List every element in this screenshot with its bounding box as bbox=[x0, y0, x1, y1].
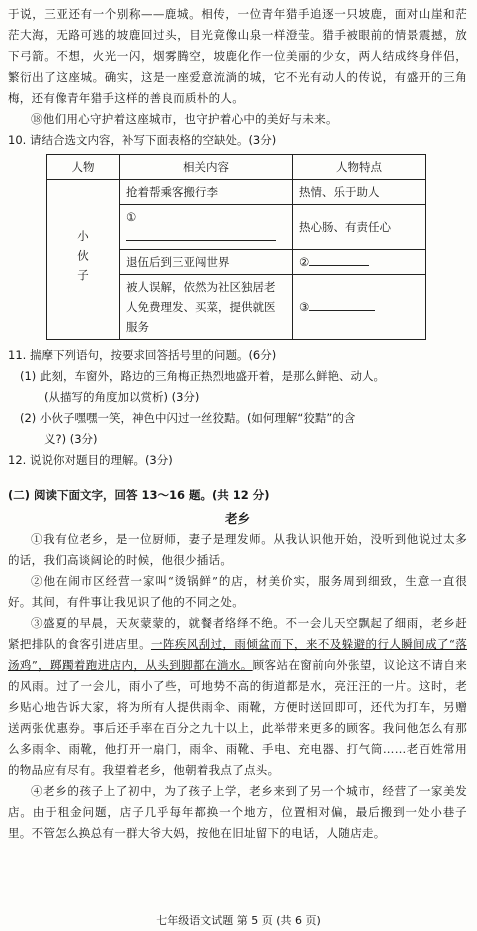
table-header: 人物 bbox=[47, 155, 120, 180]
blank-number: ③ bbox=[299, 300, 310, 314]
answer-table bbox=[46, 154, 426, 340]
question-11-1: (1) 此刻，车窗外，路边的三角梅正热烈地盛开着，是那么鲜艳、动人。 bbox=[20, 369, 385, 383]
story-text: ③盛夏的早晨，天灰蒙蒙的，就餐者络绎不绝。不一会儿天空飘起了细雨，老乡赶紧把排队的食客引进店里。 bbox=[8, 616, 467, 651]
table-row bbox=[47, 180, 426, 205]
blank-number: ② bbox=[299, 255, 310, 269]
content-cell: 抢着帮乘客搬行李 bbox=[120, 180, 293, 205]
question-11: 11. 揣摩下列语句，按要求回答括号里的问题。(6分) bbox=[8, 348, 277, 362]
page-footer: 七年级语文试题 第 5 页 (共 6 页) bbox=[156, 914, 321, 927]
trait-cell: 热情、乐于助人 bbox=[293, 180, 426, 205]
question-11-1-requirement: (从描写的角度加以赏析) (3分) bbox=[44, 390, 200, 404]
blank-number: ① bbox=[126, 210, 137, 224]
trait-cell: 热心肠、有责任心 bbox=[293, 205, 426, 250]
story-paragraph-4: ④老乡的孩子上了初中，为了孩子上学，老乡来到了另一个城市，经营了一家美发店。由于租金问题，店子几乎每年都换一个地方，位置相对偏，最后搬到一处小巷子里。不管怎么换总有一群大爷大妈，按他在旧址留下的电话，人随店走。 bbox=[8, 784, 467, 840]
answer-blank[interactable] bbox=[309, 298, 375, 311]
person-cell: 小伙子 bbox=[47, 180, 120, 340]
trait-cell-blank[interactable] bbox=[293, 275, 426, 340]
content-cell: 被人误解，依然为社区独居老人免费理发、买菜，提供就医服务 bbox=[120, 275, 293, 340]
question-11-2-requirement: 义?) (3分) bbox=[44, 432, 98, 446]
content-cell-blank[interactable] bbox=[120, 205, 293, 250]
table-header-row bbox=[47, 155, 426, 180]
section-heading: (二) 阅读下面文字，回答 13～16 题。(共 12 分) bbox=[8, 488, 270, 502]
table-header: 人物特点 bbox=[293, 155, 426, 180]
underlined-sentence: 一阵疾风刮过，雨倾盆而下，来不及躲避的行人瞬间成了“落汤鸡”，踯躅着跑进店内，从头到脚都在淌水。 bbox=[8, 637, 467, 672]
story-paragraph-1: ①我有位老乡，是一位厨师，妻子是理发师。从我认识他开始，没听到他说过太多的话，我们高谈阔论的时候，他很少插话。 bbox=[8, 532, 467, 567]
passage-paragraph-18: ⑱他们用心守护着这座城市，也守护着心中的美好与未来。 bbox=[31, 112, 338, 126]
story-title: 老乡 bbox=[224, 511, 250, 526]
story-text: 顾客站在窗前向外张望，议论这不请自来的风雨。过了一会儿，雨小了些，可地势不高的街道都是水，亮汪汪的一片。这时，老乡贴心地告诉大家，将为所有人提供雨伞、雨靴，方便时送回即可，还代为打车，另赠送两张优惠券。事后还手率在百分之九十以上，此举带来更多的顾客。我问他怎么有那么多雨伞、雨靴，他打开一扇门，雨伞、雨靴、手电、充电器、打气筒……老百姓常用的物品应有尽有。我望着老乡，他朝着我点了点头。 bbox=[8, 658, 467, 777]
table-header: 相关内容 bbox=[120, 155, 293, 180]
trait-cell-blank[interactable] bbox=[293, 250, 426, 275]
passage-paragraph-tail: 于说，三亚还有一个别称——鹿城。相传，一位青年猎手追逐一只坡鹿，面对山崖和茫茫大海，无路可逃的坡鹿回过头，目光竟像山泉一样澄莹。猎手被眼前的情景震撼，放下弓箭。不想，火光一闪，烟雾腾空，坡鹿化作一位美丽的少女，两人结成终身伴侣，繁衍出了这座城。确实，这是一座爱意流淌的城，它不光有动人的传说，有盛开的三角梅，还有像青年猎手这样的善良而质朴的人。 bbox=[8, 7, 467, 105]
question-12: 12. 说说你对题目的理解。(3分) bbox=[8, 453, 173, 467]
story-paragraph-3 bbox=[8, 613, 467, 781]
answer-blank[interactable] bbox=[126, 228, 276, 241]
content-cell: 退伍后到三亚闯世界 bbox=[120, 250, 293, 275]
story-paragraph-2: ②他在闹市区经营一家叫“烫锅鲜”的店，材美价实，服务周到细致，生意一直很好。其间，有件事让我见识了他的不同之处。 bbox=[8, 574, 467, 609]
question-10: 10. 请结合选文内容，补写下面表格的空缺处。(3分) bbox=[8, 133, 277, 147]
question-11-2: (2) 小伙子嘿嘿一笑，神色中闪过一丝狡黠。(如何理解“狡黠”的含 bbox=[20, 411, 356, 425]
answer-blank[interactable] bbox=[309, 253, 369, 266]
